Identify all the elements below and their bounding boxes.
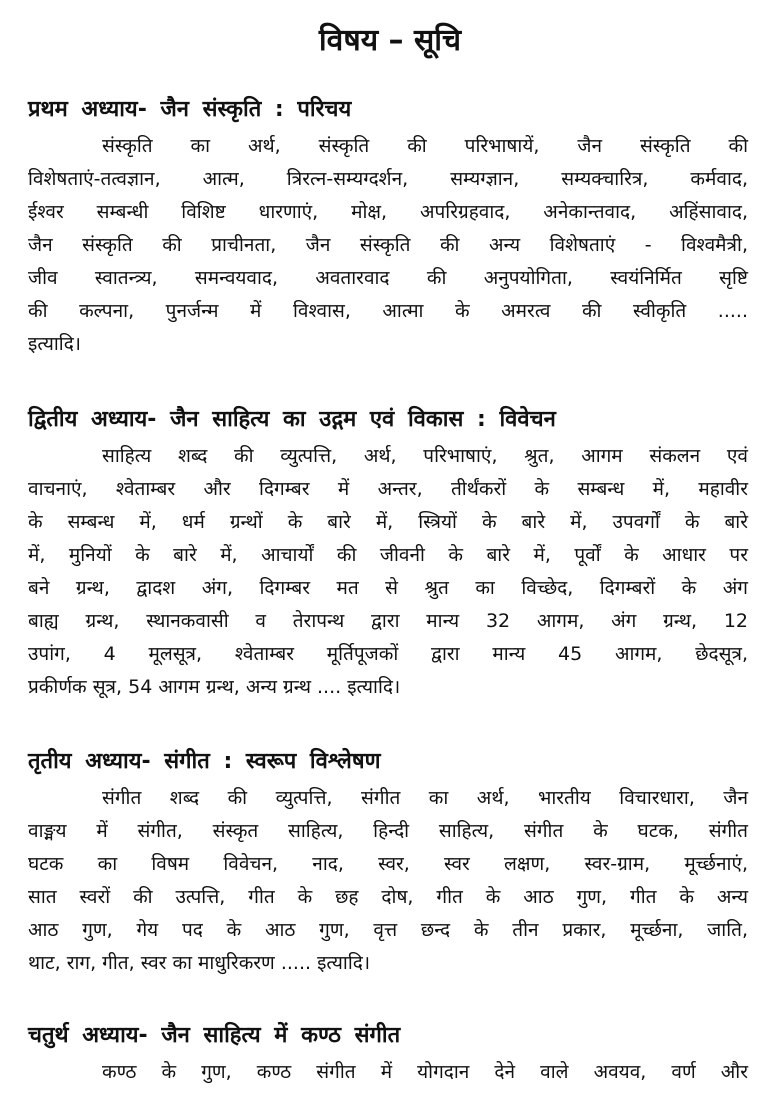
text-line: घटक का विषम विवेचन, नाद, स्वर, स्वर लक्षण, स्वर-ग्राम, मूर्च्छनाएं, [28,853,748,875]
text-line: थाट, राग, गीत, स्वर का माधुरिकरण ..... इत्यादि। [28,952,371,974]
text-line: वाङ्मय में संगीत, संस्कृत साहित्य, हिन्दी साहित्य, संगीत के घटक, संगीत [28,820,748,842]
text-line: जीव स्वातन्त्र्य, समन्वयवाद, अवतारवाद की अनुपयोगिता, स्वयंनिर्मित सृष्टि [28,267,748,289]
text-line: कण्ठ के गुण, कण्ठ संगीत में योगदान देने वाले अवयव, वर्ण और [102,1061,748,1083]
text-line: सात स्वरों की उत्पत्ति, गीत के छह दोष, गीत के आठ गुण, गीत के अन्य [28,886,748,908]
text-line: इत्यादि। [28,333,81,355]
text-line: जैन संस्कृति की प्राचीनता, जैन संस्कृति की अन्य विशेषताएं - विश्वमैत्री, [28,234,748,256]
chapter-2 [28,400,748,704]
chapter-heading: द्वितीय अध्याय- जैन साहित्य का उद्गम एवं विकास : विवेचन [28,407,556,432]
chapter-3 [28,742,748,980]
text-line: के सम्बन्ध में, धर्म ग्रन्थों के बारे में, स्त्रियों के बारे में, उपवर्गों के बारे [28,511,748,533]
text-line: साहित्य शब्द की व्युत्पत्ति, अर्थ, परिभाषाएं, श्रुत, आगम संकलन एवं [102,445,748,467]
text-line: संस्कृति का अर्थ, संस्कृति की परिभाषायें, जैन संस्कृति की [102,135,748,157]
text-line: बने ग्रन्थ, द्वादश अंग, दिगम्बर मत से श्रुत का विच्छेद, दिगम्बरों के अंग [28,577,748,599]
text-line: वाचनाएं, श्वेताम्बर और दिगम्बर में अन्तर, तीर्थंकरों के सम्बन्ध में, महावीर [28,478,748,500]
chapter-heading: तृतीय अध्याय- संगीत : स्वरूप विश्लेषण [28,749,381,774]
chapter-1 [28,90,748,361]
text-line: में, मुनियों के बारे में, आचार्यों की जीवनी के बारे में, पूर्वों के आधार पर [28,544,748,566]
chapter-heading: प्रथम अध्याय- जैन संस्कृति : परिचय [28,97,352,122]
chapter-heading: चतुर्थ अध्याय- जैन साहित्य में कण्ठ संगीत [28,1023,401,1048]
text-line: प्रकीर्णक सूत्र, 54 आगम ग्रन्थ, अन्य ग्रन्थ .... इत्यादि। [28,676,401,698]
chapter-4 [28,1016,748,1089]
text-line: बाह्य ग्रन्थ, स्थानकवासी व तेरापन्थ द्वारा मान्य 32 आगम, अंग ग्रन्थ, 12 [28,610,748,632]
text-line: संगीत शब्द की व्युत्पत्ति, संगीत का अर्थ, भारतीय विचारधारा, जैन [102,787,748,809]
text-line: विशेषताएं-तत्वज्ञान, आत्म, त्रिरत्न-सम्यग्दर्शन, सम्यग्ज्ञान, सम्यक्चारित्र, कर्मवाद, [28,168,748,190]
text-line: की कल्पना, पुनर्जन्म में विश्वास, आत्मा के अमरत्व की स्वीकृति ..... [28,300,748,322]
text-line: ईश्वर सम्बन्धी विशिष्ट धारणाएं, मोक्ष, अपरिग्रहवाद, अनेकान्तवाद, अहिंसावाद, [28,201,748,223]
text-line: आठ गुण, गेय पद के आठ गुण, वृत्त छन्द के तीन प्रकार, मूर्च्छना, जाति, [28,919,748,941]
page-title: विषय – सूचि [318,23,462,58]
text-line: उपांग, 4 मूलसूत्र, श्वेताम्बर मूर्तिपूजकों द्वारा मान्य 45 आगम, छेदसूत्र, [28,643,748,665]
